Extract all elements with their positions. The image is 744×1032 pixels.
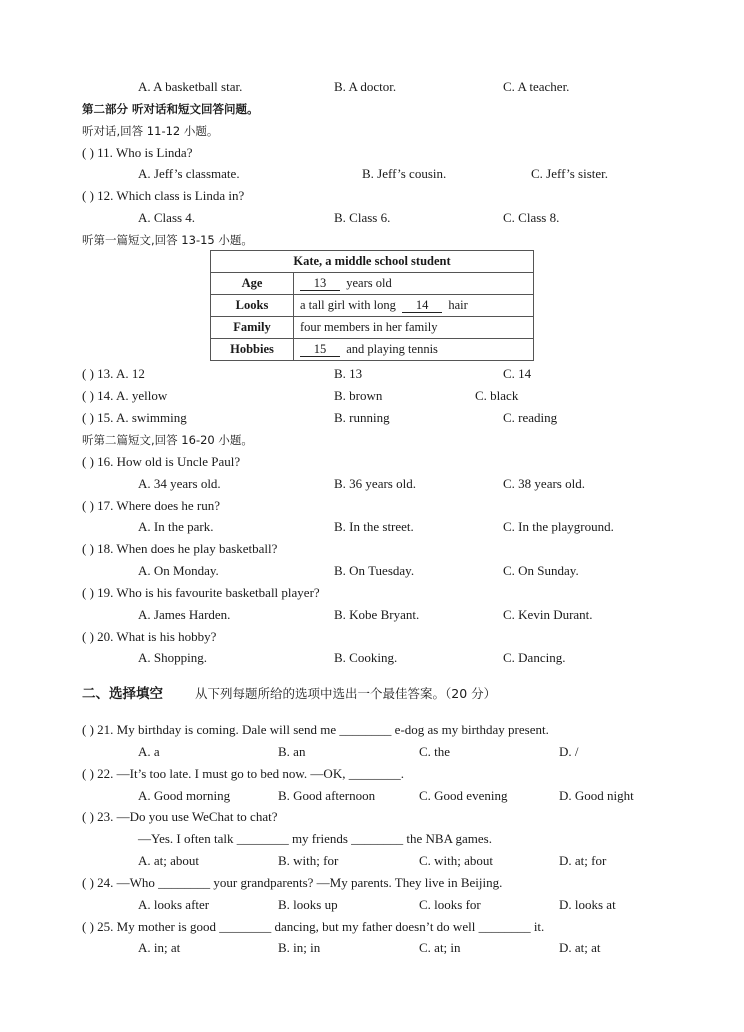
- q23-option-c: C. with; about: [419, 853, 494, 868]
- q12-option-b: B. Class 6.: [334, 210, 391, 225]
- q20-option-a: A. Shopping.: [138, 650, 207, 665]
- blank-15: 15: [300, 342, 340, 357]
- q15-option-b: B. running: [334, 410, 390, 425]
- q17-option-b: B. In the street.: [334, 519, 414, 534]
- q21-option-a: A. a: [138, 744, 160, 759]
- passage2-instruction: 听第二篇短文,回答 16-20 小题。: [82, 433, 253, 447]
- q18-stem: ( ) 18. When does he play basketball?: [82, 541, 278, 556]
- q16-option-c: C. 38 years old.: [503, 476, 585, 491]
- q19-option-c: C. Kevin Durant.: [503, 607, 593, 622]
- kate-info-table: [210, 250, 534, 361]
- q24-option-d: D. looks at: [559, 897, 616, 912]
- q20-stem: ( ) 20. What is his hobby?: [82, 629, 217, 644]
- q23-option-b: B. with; for: [278, 853, 339, 868]
- row-text: a tall girl with long: [300, 298, 396, 312]
- q10-option-b: B. A doctor.: [334, 79, 397, 94]
- q18-option-a: A. On Monday.: [138, 563, 219, 578]
- table-row-family: [211, 317, 534, 339]
- q12-option-c: C. Class 8.: [503, 210, 560, 225]
- row-label: Looks: [211, 295, 294, 317]
- row-label: Family: [211, 317, 294, 339]
- table-row-age: [211, 273, 534, 295]
- q22-option-b: B. Good afternoon: [278, 788, 376, 803]
- q11-option-a: A. Jeff’s classmate.: [138, 166, 240, 181]
- q18-option-c: C. On Sunday.: [503, 563, 579, 578]
- q23-stem: ( ) 23. —Do you use WeChat to chat?: [82, 809, 278, 824]
- q13-option-a: ( ) 13. A. 12: [82, 366, 145, 381]
- q21-stem: ( ) 21. My birthday is coming. Dale will send me ________ e-dog as my birthday present.: [82, 722, 549, 737]
- q11-option-b: B. Jeff’s cousin.: [362, 166, 447, 181]
- row-label: Age: [211, 273, 294, 295]
- q21-option-d: D. /: [559, 744, 579, 759]
- row-text: four members in her family: [294, 317, 534, 339]
- row-text: hair: [448, 298, 468, 312]
- q20-option-c: C. Dancing.: [503, 650, 566, 665]
- section2-instruction: 从下列每题所给的选项中选出一个最佳答案。（20 分）: [195, 686, 497, 701]
- q21-option-b: B. an: [278, 744, 306, 759]
- q22-option-d: D. Good night: [559, 788, 634, 803]
- q11-stem: ( ) 11. Who is Linda?: [82, 145, 193, 160]
- q15-option-a: ( ) 15. A. swimming: [82, 410, 187, 425]
- q24-option-b: B. looks up: [278, 897, 338, 912]
- q16-option-a: A. 34 years old.: [138, 476, 221, 491]
- q14-option-a: ( ) 14. A. yellow: [82, 388, 168, 403]
- row-label: Hobbies: [211, 339, 294, 361]
- q24-option-c: C. looks for: [419, 897, 481, 912]
- q17-stem: ( ) 17. Where does he run?: [82, 498, 221, 513]
- q16-stem: ( ) 16. How old is Uncle Paul?: [82, 454, 241, 469]
- table-row-looks: [211, 295, 534, 317]
- q13-option-c: C. 14: [503, 366, 532, 381]
- q21-option-c: C. the: [419, 744, 451, 759]
- q18-option-b: B. On Tuesday.: [334, 563, 415, 578]
- part2-heading: 第二部分 听对话和短文回答问题。: [82, 102, 259, 116]
- q25-option-b: B. in; in: [278, 940, 321, 955]
- q22-stem: ( ) 22. —It’s too late. I must go to bed now. —OK, ________.: [82, 766, 404, 781]
- q12-option-a: A. Class 4.: [138, 210, 196, 225]
- q19-option-b: B. Kobe Bryant.: [334, 607, 420, 622]
- q14-option-b: B. brown: [334, 388, 383, 403]
- passage1-instruction: 听第一篇短文,回答 13-15 小题。: [82, 233, 253, 247]
- q25-option-a: A. in; at: [138, 940, 181, 955]
- q11-option-c: C. Jeff’s sister.: [531, 166, 609, 181]
- q14-option-c: C. black: [475, 388, 519, 403]
- q24-stem: ( ) 24. —Who ________ your grandparents? —My parents. They live in Beijing.: [82, 875, 503, 890]
- table-title: Kate, a middle school student: [211, 251, 534, 273]
- q25-option-d: D. at; at: [559, 940, 601, 955]
- dialogue-instruction: 听对话,回答 11-12 小题。: [82, 124, 219, 138]
- q19-option-a: A. James Harden.: [138, 607, 231, 622]
- q15-option-c: C. reading: [503, 410, 558, 425]
- table-row-hobbies: [211, 339, 534, 361]
- blank-14: 14: [402, 298, 442, 313]
- q17-option-a: A. In the park.: [138, 519, 214, 534]
- q23-option-d: D. at; for: [559, 853, 607, 868]
- q23-stem-reply: —Yes. I often talk ________ my friends ________ the NBA games.: [138, 831, 492, 846]
- q19-stem: ( ) 19. Who is his favourite basketball player?: [82, 585, 320, 600]
- q25-option-c: C. at; in: [419, 940, 461, 955]
- q16-option-b: B. 36 years old.: [334, 476, 416, 491]
- section2-heading: 二、选择填空: [82, 686, 163, 702]
- q22-option-a: A. Good morning: [138, 788, 231, 803]
- q24-option-a: A. looks after: [138, 897, 210, 912]
- q22-option-c: C. Good evening: [419, 788, 508, 803]
- q20-option-b: B. Cooking.: [334, 650, 398, 665]
- q25-stem: ( ) 25. My mother is good ________ dancing, but my father doesn’t do well ________ it.: [82, 919, 545, 934]
- q13-option-b: B. 13: [334, 366, 363, 381]
- row-text: and playing tennis: [346, 342, 438, 356]
- blank-13: 13: [300, 276, 340, 291]
- q12-stem: ( ) 12. Which class is Linda in?: [82, 188, 245, 203]
- row-text: years old: [346, 276, 392, 290]
- q17-option-c: C. In the playground.: [503, 519, 614, 534]
- q10-option-a: A. A basketball star.: [138, 79, 243, 94]
- q23-option-a: A. at; about: [138, 853, 200, 868]
- q10-option-c: C. A teacher.: [503, 79, 570, 94]
